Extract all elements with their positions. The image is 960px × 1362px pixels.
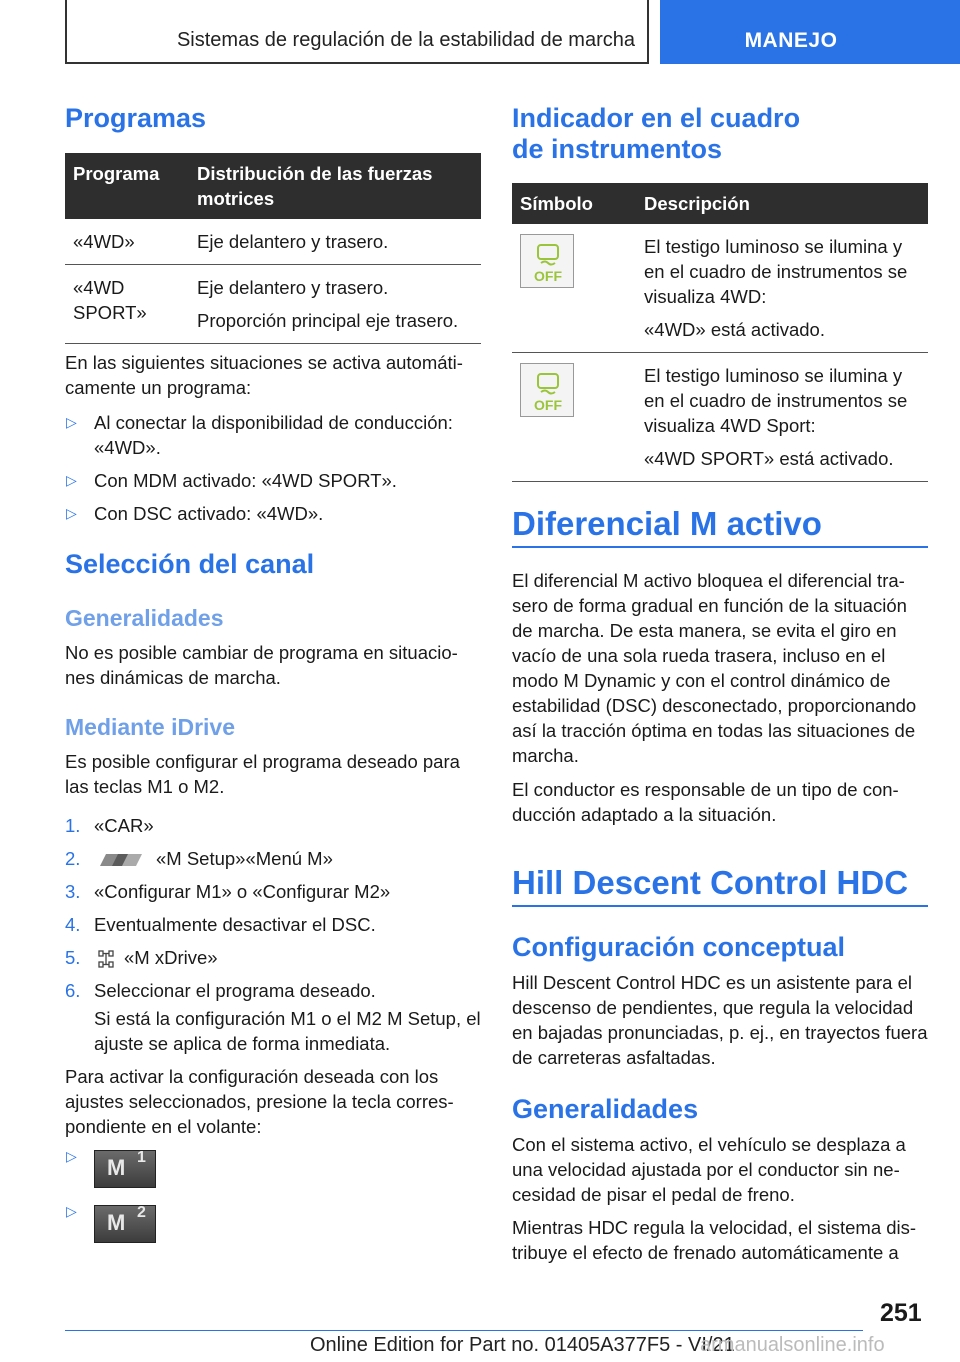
indicador-heading — [512, 103, 800, 165]
distribution-cell — [189, 265, 481, 344]
description-line: El testigo luminoso se ilumina y en el cuadro de instrumentos se visualiza 4WD: — [644, 236, 908, 307]
step-text: «CAR» — [94, 815, 154, 836]
description-line: «4WD» está activado. — [644, 319, 825, 340]
list-item — [65, 813, 481, 838]
auto-intro-text: En las siguientes situaciones se activa automáti-camente un programa: — [65, 352, 463, 398]
step-number: 6. — [65, 980, 81, 1001]
svg-text:OFF: OFF — [534, 268, 562, 284]
table-row — [65, 265, 481, 344]
heading-rule — [512, 546, 928, 548]
key-number: 2 — [137, 1204, 146, 1221]
program-table-header-program: Programa — [65, 153, 189, 219]
step-text: «M Setup»«Menú M» — [156, 848, 333, 869]
program-table-header — [65, 153, 481, 219]
svg-text:OFF: OFF — [534, 397, 562, 413]
description-cell — [636, 353, 928, 482]
config-text: Hill Descent Control HDC es un asistente para el descenso de pendientes, que regula la velocidad en bajadas pronunciadas, p. ej., en trayectos fuera de carreteras asfaltadas. — [512, 972, 928, 1068]
step-text: Eventualmente desactivar el DSC. — [94, 914, 376, 935]
generalidades-text: No es posible cambiar de programa en situacio-nes dinámicas de marcha. — [65, 642, 458, 688]
key-letter: M — [107, 1155, 126, 1180]
watermark: armanualsonline.info — [700, 1334, 885, 1356]
traction-off-icon — [520, 363, 574, 417]
indicador-heading-line2: de instrumentos — [512, 134, 723, 164]
table-row — [65, 219, 481, 265]
step6-note: Si está la configuración M1 o el M2 M Setup, el ajuste se aplica de forma inmediata. — [94, 1008, 481, 1054]
key-number: 1 — [137, 1149, 146, 1166]
indicador-heading-line1: Indicador en el cuadro — [512, 103, 801, 133]
hdc-generalidades-paragraph-1: Con el sistema activo, el vehículo se desplaza a una velocidad ajustada por el conductor sin ne-cesidad de pisar el pedal de freno. — [512, 1134, 906, 1205]
key-letter: M — [107, 1210, 126, 1235]
idrive-subheading: Mediante iDrive — [65, 714, 235, 740]
footer-rule — [65, 1330, 863, 1331]
bullet-text: Con MDM activado: «4WD SPORT». — [94, 470, 397, 491]
triangle-bullet-icon: ▷ — [66, 505, 77, 521]
step-text: Seleccionar el programa deseado. — [94, 980, 376, 1001]
header-chapter-title: MANEJO — [744, 29, 838, 52]
symbol-table-header-description: Descripción — [636, 183, 928, 224]
list-item — [65, 410, 481, 460]
table-row — [512, 353, 928, 482]
page-number: 251 — [880, 1299, 922, 1327]
idrive-steps — [65, 813, 481, 1011]
description-line: El testigo luminoso se ilumina y en el cuadro de instrumentos se visualiza 4WD Sport: — [644, 365, 908, 436]
step-number: 3. — [65, 881, 81, 902]
programas-heading: Programas — [65, 103, 207, 133]
list-item — [65, 501, 481, 526]
m-stripes-icon — [98, 853, 148, 867]
step-number: 2. — [65, 848, 81, 869]
bullet-text: Con DSC activado: «4WD». — [94, 503, 324, 524]
list-item — [65, 945, 481, 970]
hdc-heading: Hill Descent Control HDC — [512, 864, 909, 901]
diferencial-paragraph-2: El conductor es responsable de un tipo de con-ducción adaptado a la situación. — [512, 779, 899, 825]
seleccion-heading: Selección del canal — [65, 549, 315, 579]
program-cell: «4WD SPORT» — [65, 265, 189, 344]
footer-edition-text: Online Edition for Part no. 01405A377F5 - VI/21 — [310, 1334, 735, 1356]
table-row — [512, 224, 928, 353]
step-text: «M xDrive» — [124, 947, 218, 968]
traction-off-icon — [520, 234, 574, 288]
symbol-cell — [512, 353, 636, 482]
list-item — [65, 846, 481, 871]
hdc-generalidades-heading: Generalidades — [512, 1094, 699, 1124]
triangle-bullet-icon: ▷ — [66, 1203, 77, 1219]
heading-rule — [512, 905, 928, 907]
header-section-title: Sistemas de regulación de la estabilidad de marcha — [176, 29, 635, 51]
step-number: 5. — [65, 947, 81, 968]
config-heading: Configuración conceptual — [512, 932, 846, 962]
idrive-text: Es posible configurar el programa deseado para las teclas M1 o M2. — [65, 751, 460, 797]
symbol-cell — [512, 224, 636, 353]
triangle-bullet-icon: ▷ — [66, 472, 77, 488]
symbol-table-header-symbol: Símbolo — [512, 183, 636, 224]
symbol-table-header — [512, 183, 928, 224]
program-table-header-distribution: Distribución de las fuerzas motrices — [189, 153, 481, 219]
distribution-line: Proporción principal eje trasero. — [197, 310, 459, 331]
steering-key-m2-icon — [94, 1205, 156, 1243]
header-chapter-tab[interactable] — [660, 0, 960, 64]
bullet-text: Al conectar la disponibilidad de conducción: «4WD». — [94, 412, 453, 458]
description-line: «4WD SPORT» está activado. — [644, 448, 894, 469]
list-item — [65, 978, 481, 1003]
distribution-line: Eje delantero y trasero. — [197, 231, 389, 252]
symbol-table — [512, 183, 928, 482]
steering-key-m1-icon — [94, 1150, 156, 1188]
hdc-generalidades-paragraph-2: Mientras HDC regula la velocidad, el sistema dis-tribuye el efecto de frenado automáticamente a — [512, 1217, 917, 1263]
xdrive-icon — [98, 950, 114, 968]
diferencial-paragraph-1: El diferencial M activo bloquea el diferencial tra-sero de forma gradual en función de la situación de marcha. De esta manera, se evita el giro en vacío de una sola rueda trasera, incluso en el modo M Dynamic y con el control dinámico de estabilidad (DSC) desconectado, proporcionando así la tracción óptima en todas las situaciones de marcha. — [512, 570, 917, 766]
list-item — [65, 468, 481, 493]
triangle-bullet-icon: ▷ — [66, 1148, 77, 1164]
diferencial-heading: Diferencial M activo — [512, 505, 822, 542]
list-item — [65, 879, 481, 904]
program-cell: «4WD» — [65, 219, 189, 265]
triangle-bullet-icon: ▷ — [66, 414, 77, 430]
distribution-cell — [189, 219, 481, 265]
header-section-box — [65, 0, 649, 64]
activate-text: Para activar la configuración deseada con los ajustes seleccionados, presione la tecla corres-pondiente en el volante: — [65, 1066, 454, 1137]
page-header — [65, 0, 960, 64]
step-text: «Configurar M1» o «Configurar M2» — [94, 881, 391, 902]
distribution-line: Eje delantero y trasero. — [197, 277, 389, 298]
description-cell — [636, 224, 928, 353]
step-number: 4. — [65, 914, 81, 935]
generalidades-subheading: Generalidades — [65, 605, 224, 631]
program-table — [65, 153, 481, 344]
auto-program-list — [65, 410, 481, 534]
step-number: 1. — [65, 815, 81, 836]
list-item — [65, 912, 481, 937]
